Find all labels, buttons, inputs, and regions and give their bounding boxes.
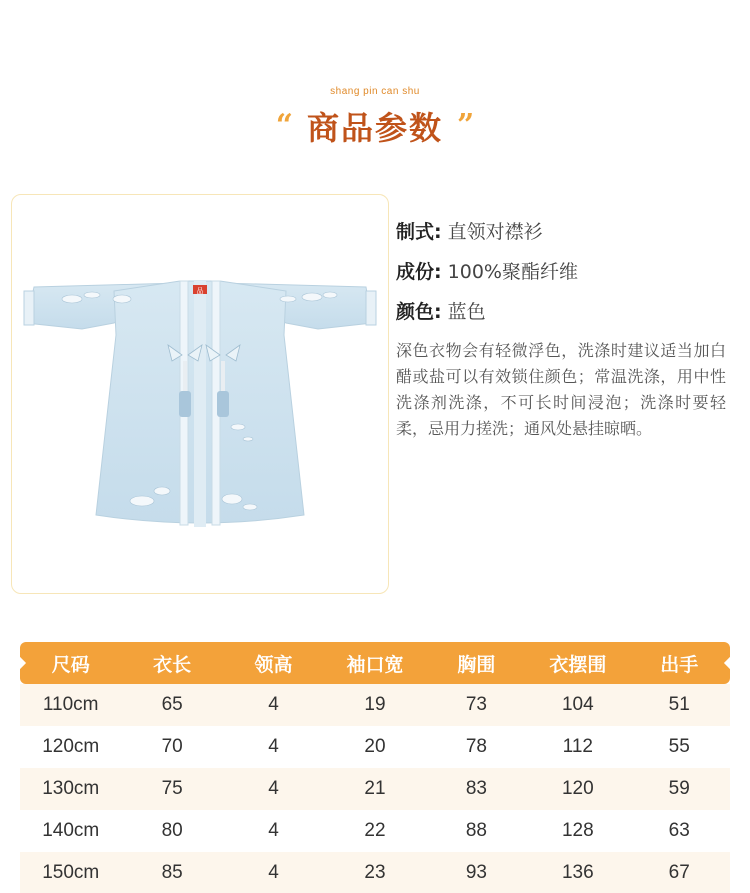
table-cell: 83 (465, 778, 487, 799)
spec-material (396, 258, 726, 286)
table-cell: 85 (161, 862, 183, 883)
table-cell: 93 (465, 862, 487, 883)
table-row (20, 768, 730, 810)
table-row (20, 810, 730, 852)
table-cell: 19 (364, 694, 386, 715)
header-size: 尺码 (51, 653, 90, 676)
product-photo (11, 194, 389, 594)
table-cell: 104 (561, 694, 594, 715)
spec-color-key: 颜色: (396, 301, 442, 323)
table-cell: 136 (561, 862, 594, 883)
size-table (20, 642, 730, 893)
table-cell: 4 (268, 820, 279, 841)
table-cell: 73 (465, 694, 487, 715)
table-cell: 55 (668, 736, 690, 757)
title-row (0, 103, 750, 149)
spec-material-value: 100%聚酯纤维 (447, 261, 578, 283)
table-cell: 140cm (42, 820, 100, 841)
table-cell: 128 (561, 820, 594, 841)
table-cell: 4 (268, 862, 279, 883)
table-cell: 112 (562, 736, 593, 757)
quote-left-icon: “ (275, 108, 293, 143)
header-cuff-width: 袖口宽 (346, 653, 404, 676)
table-cell: 75 (161, 778, 183, 799)
table-row (20, 852, 730, 893)
table-cell: 23 (364, 862, 386, 883)
table-cell: 65 (161, 694, 183, 715)
table-cell: 80 (161, 820, 183, 841)
section-title: 商品参数 (306, 109, 443, 147)
spec-style (396, 218, 726, 246)
quote-right-icon: ” (457, 108, 475, 143)
table-cell: 88 (465, 820, 487, 841)
table-cell: 51 (668, 694, 690, 715)
garment-illustration (12, 195, 389, 594)
table-cell: 4 (268, 778, 279, 799)
table-cell: 67 (668, 862, 690, 883)
table-row (20, 726, 730, 768)
section-header (0, 86, 750, 149)
care-instructions: 深色衣物会有轻微浮色，洗涤时建议适当加白醋或盐可以有效锁住颜色；常温洗涤，用中性洗涤剂洗涤，不可长时间浸泡；洗涤时要轻柔，忌用力搓洗；通风处悬挂晾晒。 (396, 341, 726, 438)
table-cell: 4 (268, 694, 279, 715)
table-cell: 120cm (42, 736, 100, 757)
spec-color-value: 蓝色 (447, 301, 486, 323)
section-pinyin: shang pin can shu (330, 86, 420, 97)
table-cell: 130cm (42, 778, 100, 799)
spec-list (396, 218, 726, 442)
header-chest: 胸围 (457, 653, 496, 676)
header-sleeve: 出手 (660, 653, 699, 676)
table-cell: 20 (364, 736, 386, 757)
spec-style-key: 制式: (396, 221, 442, 243)
table-cell: 21 (364, 778, 386, 799)
size-table-header (20, 642, 730, 684)
spec-material-key: 成份: (396, 261, 442, 283)
table-cell: 59 (668, 778, 690, 799)
table-cell: 150cm (42, 862, 100, 883)
table-cell: 110cm (42, 694, 99, 715)
header-length: 衣长 (153, 653, 192, 676)
spec-color (396, 298, 726, 326)
table-cell: 120 (561, 778, 594, 799)
table-cell: 22 (364, 820, 386, 841)
table-cell: 70 (161, 736, 183, 757)
header-hem: 衣摆围 (549, 653, 607, 676)
table-cell: 78 (465, 736, 487, 757)
table-cell: 4 (268, 736, 279, 757)
brand-tag: 品 (196, 287, 204, 295)
table-cell: 63 (668, 820, 690, 841)
header-collar-height: 领高 (254, 653, 293, 676)
spec-style-value: 直领对襟衫 (447, 221, 543, 243)
table-row (20, 684, 730, 726)
